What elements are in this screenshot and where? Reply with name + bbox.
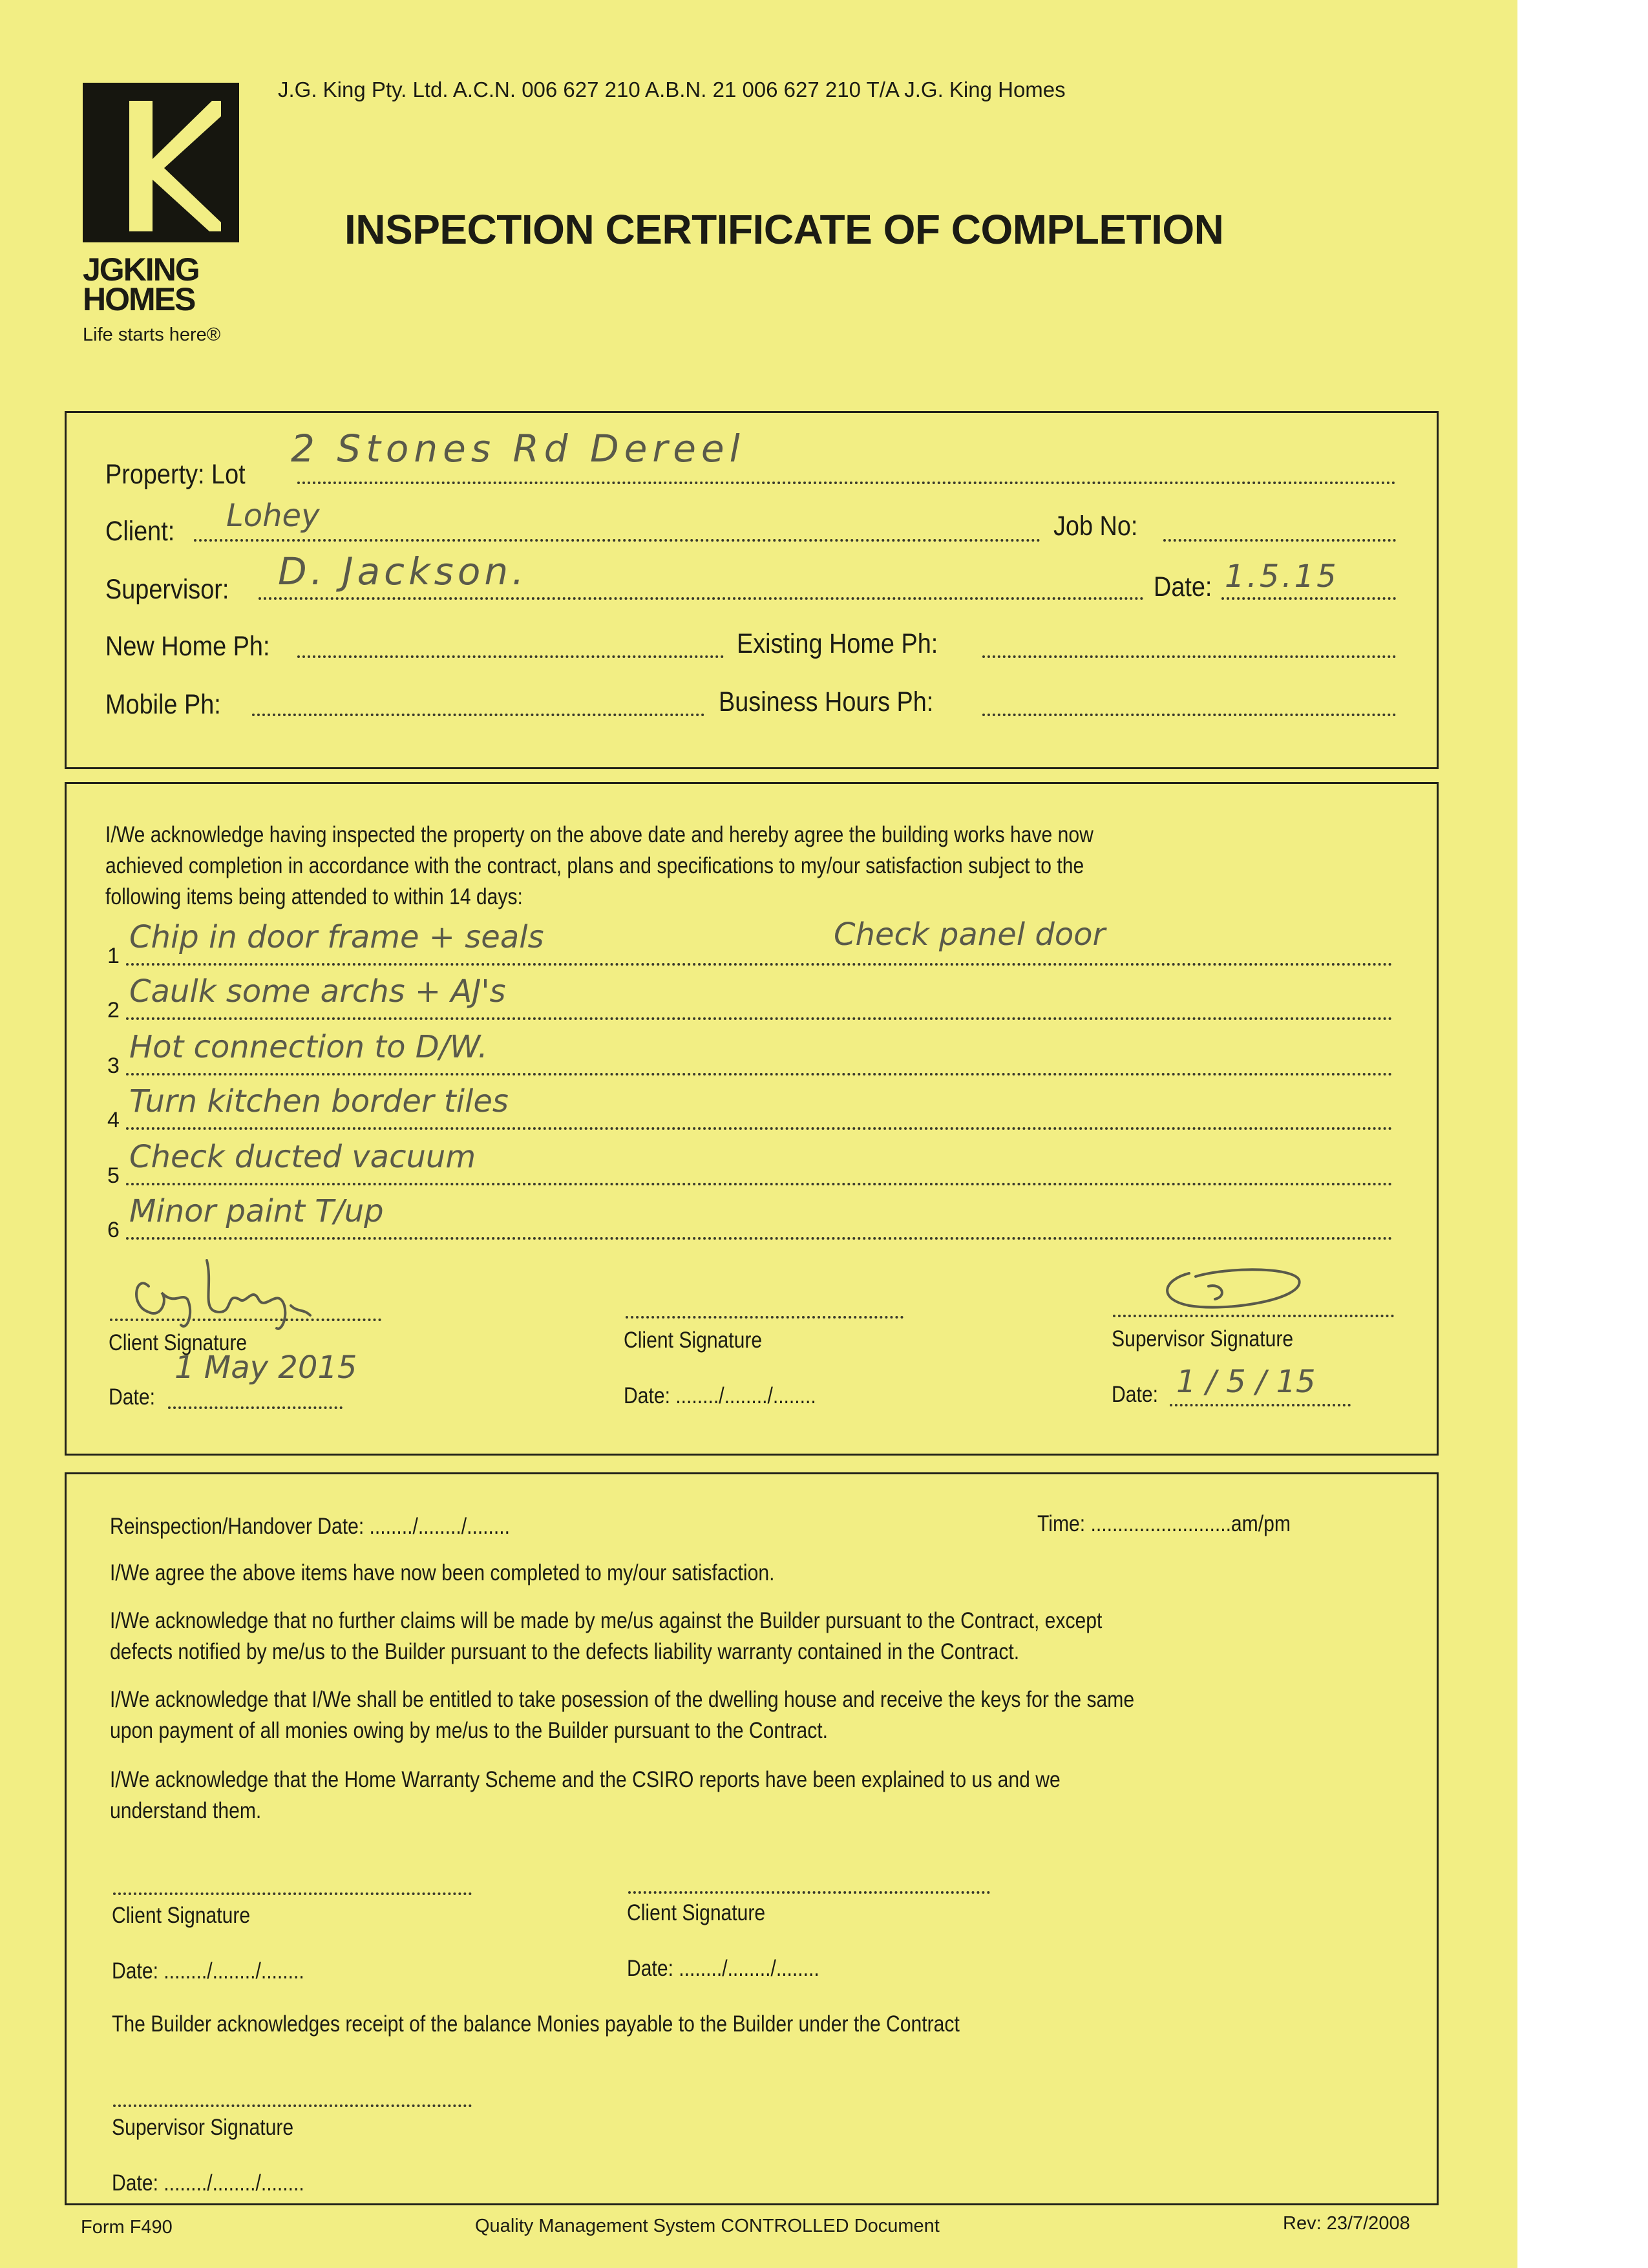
qms-note: Quality Management System CONTROLLED Document <box>475 2216 940 2236</box>
item-text: Turn kitchen border tiles <box>129 1083 509 1119</box>
existing-home-ph-field[interactable] <box>982 655 1396 658</box>
ack-line-3: following items being attended to within 14 days: <box>105 884 523 909</box>
form-number: Form F490 <box>81 2217 173 2238</box>
date-3-field[interactable] <box>1170 1404 1351 1406</box>
handover-supervisor-signature-line[interactable] <box>113 2104 472 2107</box>
item-number: 2 <box>107 998 120 1023</box>
date-1-label: Date: <box>109 1384 155 1410</box>
item-text: Chip in door frame + seals <box>129 919 544 955</box>
handover-supervisor-signature-label: Supervisor Signature <box>112 2115 294 2140</box>
client-label: Client: <box>105 516 175 547</box>
supervisor-signature-label: Supervisor Signature <box>1112 1326 1294 1351</box>
client-signature-1-label: Client Signature <box>109 1330 248 1355</box>
handover-para-2b: defects notified by me/us to the Builder pursuant to the defects liability warranty contained in the Contract. <box>110 1639 1020 1664</box>
item-number: 1 <box>107 944 120 968</box>
date-1-value: 1 May 2015 <box>174 1350 357 1386</box>
job-no-field[interactable] <box>1163 539 1396 542</box>
time-field[interactable]: Time: ..........................am/pm <box>1037 1511 1291 1536</box>
supervisor-signature-line[interactable] <box>1113 1315 1394 1317</box>
document-title: INSPECTION CERTIFICATE OF COMPLETION <box>344 206 1224 253</box>
item-number: 4 <box>107 1108 120 1132</box>
builder-acknowledgement: The Builder acknowledges receipt of the balance Monies payable to the Builder under the Contract <box>112 2011 960 2037</box>
handover-para-2a: I/We acknowledge that no further claims will be made by me/us against the Builder pursuant to the Contract, except <box>110 1608 1103 1633</box>
logo-wordmark-top: JGKING <box>83 251 199 288</box>
property-lot-value: 2 Stones Rd Dereel <box>291 427 745 471</box>
logo-tagline: Life starts here® <box>83 324 221 345</box>
item-field[interactable] <box>126 1073 1393 1076</box>
mobile-ph-field[interactable] <box>252 714 704 716</box>
property-lot-field[interactable] <box>297 482 1396 484</box>
handover-para-4a: I/We acknowledge that the Home Warranty Scheme and the CSIRO reports have been explained to us and we <box>110 1767 1061 1792</box>
handover-client-signature-1-line[interactable] <box>113 1892 472 1895</box>
item-text: Hot connection to D/W. <box>129 1029 488 1065</box>
logo-wordmark-bottom: HOMES <box>83 281 195 317</box>
supervisor-label: Supervisor: <box>105 574 229 605</box>
date-value: 1.5.15 <box>1225 558 1339 595</box>
company-registration-line: J.G. King Pty. Ltd. A.C.N. 006 627 210 A.B.N. 21 006 627 210 T/A J.G. King Homes <box>278 78 1066 101</box>
item-field[interactable] <box>126 963 1393 966</box>
client-value: Lohey <box>226 498 320 534</box>
date-label: Date: <box>1154 571 1212 602</box>
client-signature-2-label: Client Signature <box>624 1328 763 1353</box>
date-2-field[interactable]: Date: ......../......../........ <box>624 1383 816 1408</box>
date-3-label: Date: <box>1112 1382 1158 1407</box>
item-field[interactable] <box>126 1017 1393 1020</box>
date-field[interactable] <box>1221 597 1396 600</box>
mobile-ph-label: Mobile Ph: <box>105 689 221 720</box>
jg-king-logo-mark <box>83 83 239 242</box>
item-text-secondary: Check panel door <box>834 917 1106 953</box>
business-hours-ph-label: Business Hours Ph: <box>719 686 934 717</box>
revision-date: Rev: 23/7/2008 <box>1283 2213 1410 2234</box>
supervisor-field[interactable] <box>259 597 1144 600</box>
handover-para-1: I/We agree the above items have now been completed to my/our satisfaction. <box>110 1560 775 1585</box>
handover-date-1-field[interactable]: Date: ......../......../........ <box>112 1958 304 1984</box>
supervisor-value: D. Jackson. <box>278 549 528 593</box>
handover-client-signature-2-line[interactable] <box>628 1891 990 1894</box>
item-text: Caulk some archs + AJ's <box>129 973 506 1010</box>
handover-client-signature-1-label: Client Signature <box>112 1903 251 1928</box>
ack-line-2: achieved completion in accordance with the contract, plans and specifications to my/our satisfaction subject to the <box>105 853 1084 878</box>
handover-date-2-field[interactable]: Date: ......../......../........ <box>627 1956 819 1981</box>
k-logo-icon <box>83 83 239 242</box>
property-lot-label: Property: Lot <box>105 459 246 490</box>
date-3-value: 1 / 5 / 15 <box>1176 1364 1316 1400</box>
client-signature-2-line[interactable] <box>626 1316 903 1319</box>
ack-line-1: I/We acknowledge having inspected the property on the above date and hereby agree the building works have now <box>105 822 1093 847</box>
reinspection-date-field[interactable]: Reinspection/Handover Date: ......../......../........ <box>110 1514 510 1539</box>
new-home-ph-field[interactable] <box>297 655 724 658</box>
item-number: 5 <box>107 1163 120 1188</box>
item-field[interactable] <box>126 1183 1393 1185</box>
handover-para-3a: I/We acknowledge that I/We shall be entitled to take posession of the dwelling house and receive the keys for the same <box>110 1687 1135 1712</box>
item-text: Minor paint T/up <box>129 1193 384 1229</box>
business-hours-ph-field[interactable] <box>982 714 1396 716</box>
client-field[interactable] <box>194 539 1041 542</box>
handover-date-3-field[interactable]: Date: ......../......../........ <box>112 2170 304 2196</box>
handover-client-signature-2-label: Client Signature <box>627 1900 766 1925</box>
supervisor-handwritten-signature <box>1150 1260 1318 1312</box>
item-field[interactable] <box>126 1127 1393 1130</box>
item-number: 3 <box>107 1054 120 1078</box>
job-no-label: Job No: <box>1053 511 1138 542</box>
new-home-ph-label: New Home Ph: <box>105 631 270 662</box>
item-field[interactable] <box>126 1237 1393 1240</box>
handover-para-3b: upon payment of all monies owing by me/us to the Builder pursuant to the Contract. <box>110 1718 828 1743</box>
existing-home-ph-label: Existing Home Ph: <box>737 628 938 659</box>
client-handwritten-signature <box>123 1247 394 1338</box>
item-number: 6 <box>107 1218 120 1242</box>
item-text: Check ducted vacuum <box>129 1139 476 1175</box>
date-1-field[interactable] <box>168 1406 343 1409</box>
handover-para-4b: understand them. <box>110 1798 262 1823</box>
